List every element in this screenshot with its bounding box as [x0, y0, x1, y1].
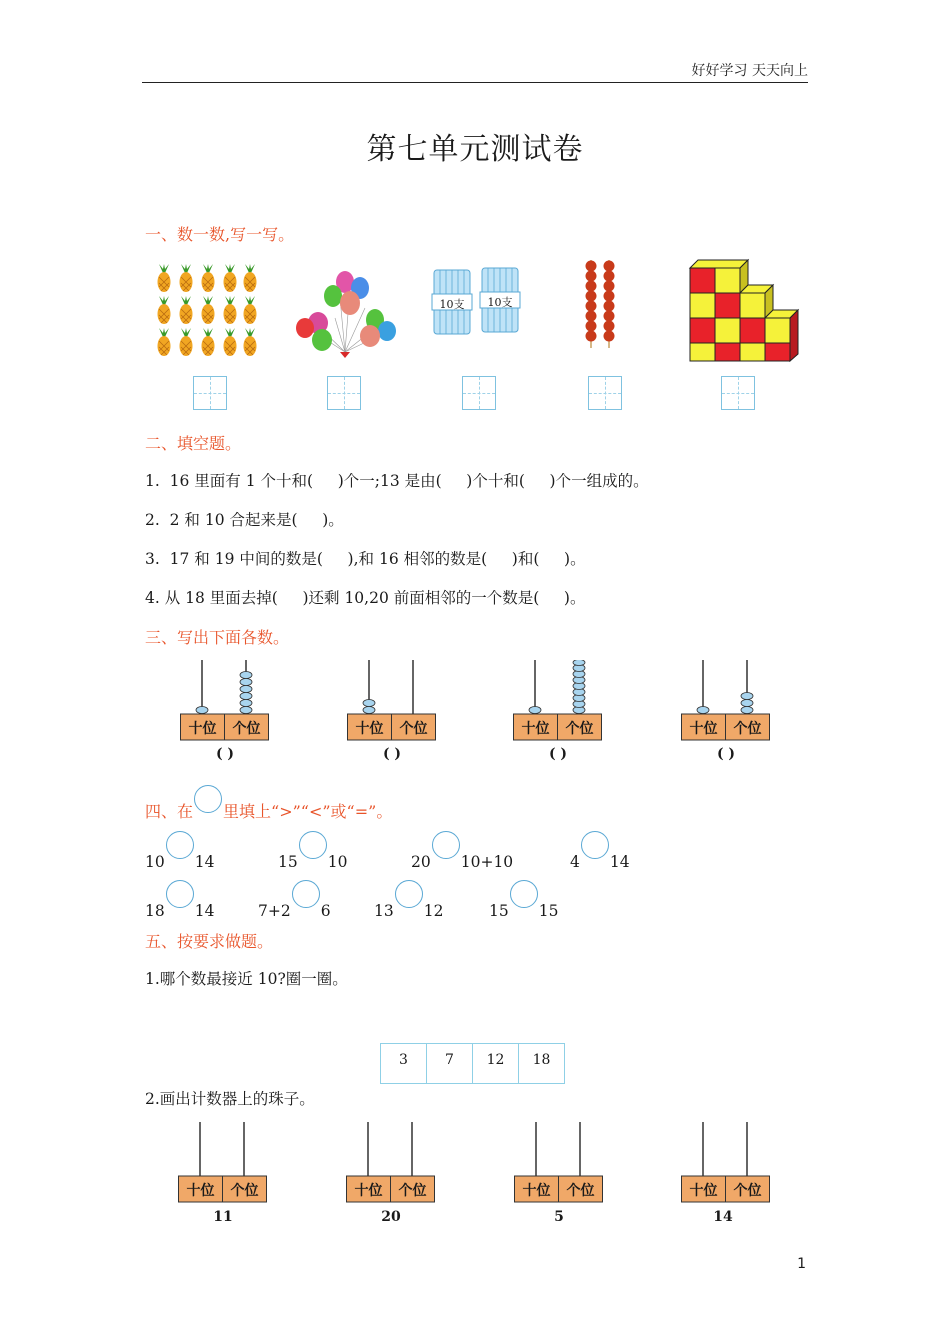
candied-haws-picture	[578, 258, 622, 350]
compare-left: 15	[489, 902, 509, 920]
answer-box-2[interactable]	[327, 376, 361, 410]
compare-left: 18	[145, 902, 165, 920]
tens-label-3: 十位	[521, 721, 550, 737]
fill-question-1: 1. 16 里面有 1 个十和( )个一;13 是由( )个十和( )个一组成的。	[145, 472, 649, 490]
fill-question-4: 4. 从 18 里面去掉( )还剩 10,20 前面相邻的一个数是( )。	[145, 589, 586, 607]
compare-circle[interactable]	[166, 880, 194, 908]
tens-label-8: 十位	[689, 1183, 718, 1199]
section-4-heading-pre: 四、在	[145, 802, 194, 821]
answer-box-5[interactable]	[721, 376, 755, 410]
ones-label-5: 个位	[230, 1183, 259, 1199]
ones-label-7: 个位	[566, 1183, 595, 1199]
abacus-target-number: 5	[554, 1209, 564, 1225]
tens-label-4: 十位	[689, 721, 718, 737]
circle-icon	[194, 785, 222, 813]
answer-box-4[interactable]	[588, 376, 622, 410]
tens-label-7: 十位	[522, 1183, 551, 1199]
section-4-heading-post: 里填上“>”“<”或“=”。	[223, 802, 393, 821]
compare-left: 10	[145, 853, 165, 871]
compare-item	[258, 890, 331, 920]
bundle-label-1: 10支	[439, 298, 465, 311]
closest-question: 1.哪个数最接近 10?圈一圈。	[145, 970, 348, 988]
compare-circle[interactable]	[299, 831, 327, 859]
compare-right: 15	[538, 902, 559, 920]
compare-circle[interactable]	[510, 880, 538, 908]
compare-left: 7+2	[258, 902, 291, 920]
answer-box-1[interactable]	[193, 376, 227, 410]
compare-item	[570, 841, 630, 871]
section-4-heading	[145, 791, 392, 822]
ones-label-8: 个位	[733, 1183, 762, 1199]
section-5-heading: 五、按要求做题。	[145, 932, 274, 951]
number-choice[interactable]: 3	[381, 1044, 427, 1084]
abacus-answer-3[interactable]: ( )	[548, 746, 568, 762]
fill-question-2: 2. 2 和 10 合起来是( )。	[145, 511, 344, 529]
compare-circle[interactable]	[166, 831, 194, 859]
compare-left: 15	[278, 853, 298, 871]
section-1-heading: 一、数一数,写一写。	[145, 225, 295, 244]
compare-circle[interactable]	[292, 880, 320, 908]
compare-right: 6	[320, 902, 331, 920]
abacus-target-number: 14	[713, 1209, 733, 1225]
abacus-target-number: 11	[213, 1209, 233, 1225]
ones-label-1: 个位	[232, 721, 261, 737]
tens-label-6: 十位	[354, 1183, 383, 1199]
cubes-picture	[688, 258, 800, 366]
tens-label-2: 十位	[355, 721, 384, 737]
compare-circle[interactable]	[581, 831, 609, 859]
draw-beads-question: 2.画出计数器上的珠子。	[145, 1090, 315, 1108]
compare-right: 14	[194, 853, 215, 871]
abacus-answer-4[interactable]: ( )	[716, 746, 736, 762]
page-number: 1	[797, 1256, 806, 1272]
ones-label-3: 个位	[565, 721, 594, 737]
number-choice[interactable]: 12	[473, 1044, 519, 1084]
number-choices-table	[380, 1043, 565, 1084]
tens-label-1: 十位	[188, 721, 217, 737]
compare-left: 4	[570, 853, 580, 871]
compare-right: 14	[609, 853, 630, 871]
bundle-label-2: 10支	[487, 296, 513, 309]
abacus-answer-2[interactable]: ( )	[382, 746, 402, 762]
compare-left: 13	[374, 902, 394, 920]
number-choice[interactable]: 7	[427, 1044, 473, 1084]
section-2-heading: 二、填空题。	[145, 434, 242, 453]
compare-left: 20	[411, 853, 431, 871]
compare-circle[interactable]	[432, 831, 460, 859]
compare-right: 14	[194, 902, 215, 920]
compare-right: 10+10	[460, 853, 514, 871]
page-title: 第七单元测试卷	[366, 132, 584, 167]
section-3-heading: 三、写出下面各数。	[145, 628, 290, 647]
compare-item	[411, 841, 513, 871]
ones-label-6: 个位	[398, 1183, 427, 1199]
compare-item	[278, 841, 347, 871]
pineapples-picture	[152, 264, 262, 358]
compare-item	[145, 890, 214, 920]
header-motto: 好好学习 天天向上	[691, 63, 808, 79]
tens-label-5: 十位	[186, 1183, 215, 1199]
ones-label-2: 个位	[399, 721, 428, 737]
compare-right: 10	[327, 853, 348, 871]
compare-item	[374, 890, 443, 920]
abacus-target-number: 20	[381, 1209, 401, 1225]
compare-item	[145, 841, 214, 871]
answer-box-3[interactable]	[462, 376, 496, 410]
abacus-answer-1[interactable]: ( )	[215, 746, 235, 762]
compare-circle[interactable]	[395, 880, 423, 908]
header-divider	[142, 82, 808, 83]
fill-question-3: 3. 17 和 19 中间的数是( ),和 16 相邻的数是( )和( )。	[145, 550, 586, 568]
compare-right: 12	[423, 902, 444, 920]
number-choice[interactable]: 18	[519, 1044, 565, 1084]
ones-label-4: 个位	[733, 721, 762, 737]
balloons-picture	[290, 268, 405, 360]
compare-item	[489, 890, 558, 920]
